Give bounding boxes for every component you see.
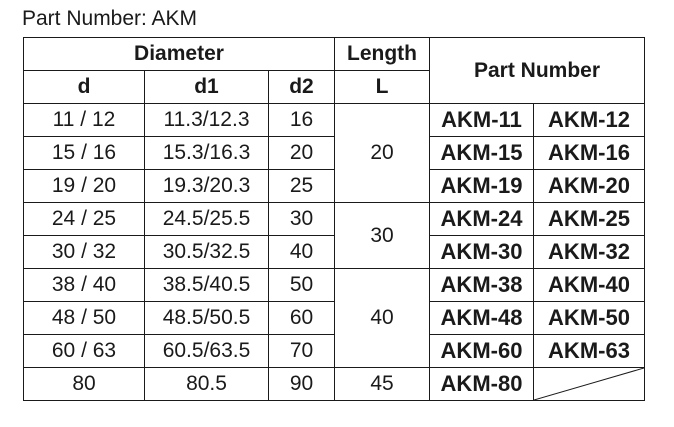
d2-cell: 60 bbox=[269, 302, 335, 335]
d2-header: d2 bbox=[269, 71, 335, 104]
part-number-cell: AKM-12 bbox=[534, 104, 645, 137]
d1-cell: 48.5/50.5 bbox=[145, 302, 269, 335]
d1-cell: 30.5/32.5 bbox=[145, 236, 269, 269]
table-row bbox=[24, 203, 645, 236]
d2-cell: 40 bbox=[269, 236, 335, 269]
d1-cell: 24.5/25.5 bbox=[145, 203, 269, 236]
d-cell: 24 / 25 bbox=[24, 203, 145, 236]
part-number-cell: AKM-20 bbox=[534, 170, 645, 203]
table-row bbox=[24, 236, 645, 269]
part-number-cell: AKM-24 bbox=[430, 203, 534, 236]
part-number-cell: AKM-63 bbox=[534, 335, 645, 368]
table-row bbox=[24, 170, 645, 203]
diagonal-line bbox=[534, 368, 644, 400]
part-number-cell: AKM-16 bbox=[534, 137, 645, 170]
part-number-cell: AKM-48 bbox=[430, 302, 534, 335]
part-number-cell: AKM-32 bbox=[534, 236, 645, 269]
length-cell: 40 bbox=[335, 269, 430, 368]
table-row bbox=[24, 137, 645, 170]
d-cell: 30 / 32 bbox=[24, 236, 145, 269]
d-cell: 15 / 16 bbox=[24, 137, 145, 170]
part-number-cell: AKM-15 bbox=[430, 137, 534, 170]
d-cell: 11 / 12 bbox=[24, 104, 145, 137]
d-cell: 80 bbox=[24, 368, 145, 401]
part-number-cell: AKM-38 bbox=[430, 269, 534, 302]
d2-cell: 70 bbox=[269, 335, 335, 368]
d-cell: 60 / 63 bbox=[24, 335, 145, 368]
table-row bbox=[24, 104, 645, 137]
d1-cell: 80.5 bbox=[145, 368, 269, 401]
l-header: L bbox=[335, 71, 430, 104]
part-number-cell: AKM-40 bbox=[534, 269, 645, 302]
d1-cell: 60.5/63.5 bbox=[145, 335, 269, 368]
d-cell: 48 / 50 bbox=[24, 302, 145, 335]
part-number-cell: AKM-60 bbox=[430, 335, 534, 368]
part-number-table bbox=[23, 37, 645, 401]
d1-cell: 38.5/40.5 bbox=[145, 269, 269, 302]
table-row bbox=[24, 269, 645, 302]
part-number-cell: AKM-11 bbox=[430, 104, 534, 137]
d2-cell: 16 bbox=[269, 104, 335, 137]
d-cell: 19 / 20 bbox=[24, 170, 145, 203]
part-number-cell: AKM-25 bbox=[534, 203, 645, 236]
part-number-cell: AKM-19 bbox=[430, 170, 534, 203]
table-row bbox=[24, 335, 645, 368]
header-row-top bbox=[24, 38, 645, 71]
length-cell: 30 bbox=[335, 203, 430, 269]
d1-cell: 15.3/16.3 bbox=[145, 137, 269, 170]
table-row bbox=[24, 302, 645, 335]
length-header: Length bbox=[335, 38, 430, 71]
d2-cell: 20 bbox=[269, 137, 335, 170]
diameter-header: Diameter bbox=[24, 38, 335, 71]
part-number-cell: AKM-80 bbox=[430, 368, 534, 401]
d1-cell: 19.3/20.3 bbox=[145, 170, 269, 203]
d2-cell: 25 bbox=[269, 170, 335, 203]
part-number-cell: AKM-50 bbox=[534, 302, 645, 335]
length-cell: 20 bbox=[335, 104, 430, 203]
part-number-cell: AKM-30 bbox=[430, 236, 534, 269]
d2-cell: 90 bbox=[269, 368, 335, 401]
table-caption: Part Number: AKM bbox=[22, 7, 198, 30]
d1-header: d1 bbox=[145, 71, 269, 104]
d2-cell: 30 bbox=[269, 203, 335, 236]
d1-cell: 11.3/12.3 bbox=[145, 104, 269, 137]
part-number-header: Part Number bbox=[430, 38, 645, 104]
d-cell: 38 / 40 bbox=[24, 269, 145, 302]
table-row bbox=[24, 368, 645, 401]
d-header: d bbox=[24, 71, 145, 104]
length-cell: 45 bbox=[335, 368, 430, 401]
empty-part-number-cell bbox=[534, 368, 645, 401]
d2-cell: 50 bbox=[269, 269, 335, 302]
